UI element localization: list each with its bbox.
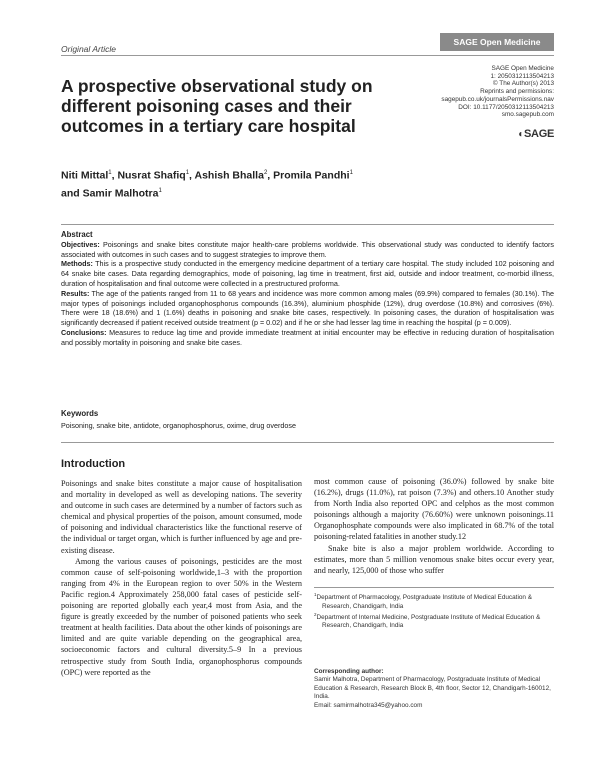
sage-logo-icon: ◐ <box>518 129 525 140</box>
body-paragraph: most common cause of poisoning (36.0%) followed by snake bite (16.2%), drugs (11.0%), rat poison (7.3%) and others.10 Another study from North India also reported OPC and celphos as the most common poisonings although a majority (76.60%) were unknown poisonings.11 Organophosphate compounds were also implicated in 68.7% of the total poisoning-related fatalities in another study.12 <box>314 477 554 542</box>
author-name: Ashish Bhalla <box>194 169 264 182</box>
abstract <box>61 230 554 348</box>
author-affiliation-mark: 1 <box>108 170 112 176</box>
header-rule <box>61 55 554 56</box>
body-paragraph: Snake bite is also a major problem worldwide. According to estimates, more than 5 million venomous snake bites occur every year, and nearly, 125,000 of those who suffer <box>314 543 554 575</box>
body-column-left <box>61 478 302 678</box>
affiliation-item: $^2$Department of Internal Medicine, Postgraduate Institute of Medical Education & Research, Chandigarh, India <box>314 611 541 630</box>
affiliation-item: $^1$Department of Pharmacology, Postgraduate Institute of Medical Education & Research, Chandigarh, India <box>314 592 533 610</box>
meta-line[interactable]: smo.sagepub.com <box>501 111 554 119</box>
corresponding-email[interactable]: Email: samirmalhotra345@yahoo.com <box>314 701 423 709</box>
author-affiliation-mark: 1 <box>349 170 353 176</box>
sage-logo-text: SAGE <box>524 128 554 140</box>
body-paragraph: Among the various causes of poisonings, pesticides are the most common cause of self-poisoning worldwide,1–3 with the proportion ranging from 4% in the European region to over 50% in the Western Pacific region.4 Approximately 258,000 fatal cases of pesticide self-poisoning are reported globally each year,4 most from Asia, and the figure is greatly exceeded by the number of poisoned patients who seek treatment at health facilities. Data about the other kinds of poisonings are limited and are quite variable depending on the geographical area, socioeconomic factors and cultural diversity.5–9 In a previous retrospective study from South India, organophosphorus compounds (OPC) were reported as the <box>61 556 302 677</box>
corresponding-address: Samir Malhotra, Department of Pharmacology, Postgraduate Institute of Medical Education & Research, Research Block B, 4th floor, Sector 12, Chandigarh-160012, India. <box>314 676 551 701</box>
author-affiliation-mark: 1 <box>158 187 162 194</box>
abstract-results: Results: The age of the patients ranged from 11 to 68 years and incidence was more common among males (69.9%) compared to females (30.1%). The major types of poisonings included organophosphorus compounds (16.3%), aluminium phosphide (12%), drug overdose (10.8%) and corrosives (6%). There were 18 (18.6%) and 1 (1.6%) deaths in poisoning and snake bite cases, respectively. In poisoning cases, the duration of hospitalisation was significantly decreased if patient received outside treatment (p = 0.02) and if he or she had lesser lag time in reaching the hospital (p = 0.009). <box>61 288 554 328</box>
journal-badge: SAGE Open Medicine <box>440 33 554 51</box>
corresponding-heading: Corresponding author: <box>314 668 384 675</box>
meta-line: Reprints and permissions: <box>480 88 554 96</box>
article-title: A prospective observational study on different poisoning cases and their outcomes in a tertiary care hospital <box>61 76 373 136</box>
abstract-conclusions: Conclusions: Measures to reduce lag time and provide immediate treatment at initial encounter may be effective in reducing duration of hospitalisation and possibly mortality in poisoning and snake bite cases. <box>61 327 554 347</box>
author-name: Samir Malhotra <box>82 187 159 199</box>
article-type-label: Original Article <box>61 44 116 54</box>
meta-line: 1: 2050312113504213 <box>490 72 554 80</box>
meta-line: SAGE Open Medicine <box>491 65 554 72</box>
abstract-heading: Abstract <box>61 230 93 239</box>
abstract-objectives: Objectives: Poisonings and snake bites constitute major health-care problems worldwide. This observational study was conducted to identify factors associated with outcomes in such cases and to suggest strategies to improve them. <box>61 239 554 259</box>
keywords-rule <box>61 442 554 443</box>
author-name: Niti Mittal <box>61 169 109 182</box>
author-list: Niti Mittal$^1$, Nusrat Shafiq$^1$, Ashish Bhalla$^2$, Promila Pandhi$^1$ and Samir Malhotra$^1$ <box>61 169 353 199</box>
publication-meta <box>410 65 554 119</box>
author-affiliation-mark: 2 <box>263 170 268 176</box>
abstract-methods: Methods: This is a prospective study conducted in the emergency medicine department of a tertiary care hospital. The study included 102 poisoning and 64 snake bite cases. Data regarding demographics, mode of poisoning, lag time in treatment, first aid, outside and indoor treatment, co-morbid illness, duration of hospitalisation and final outcome were collected in a prestructured proforma. <box>61 259 554 288</box>
body-column-right <box>314 476 554 576</box>
author-name: Promila Pandhi <box>273 169 350 182</box>
keywords-list: Poisoning, snake bite, antidote, organophosphorus, oxime, drug overdose <box>61 421 296 430</box>
affiliations <box>314 591 554 631</box>
meta-line: © The Author(s) 2013 <box>492 80 554 88</box>
corresponding-author <box>314 668 554 710</box>
keywords-heading: Keywords <box>61 409 99 418</box>
author-name: Nusrat Shafiq <box>117 169 186 182</box>
footnote-rule <box>314 587 554 588</box>
introduction-heading: Introduction <box>61 458 126 470</box>
body-paragraph: Poisonings and snake bites constitute a major cause of hospitalisation and mortality in developed as well as developing nations. The severity and outcome in such cases are determined by a number of factors such as chemical and physical properties of the poison, amount consumed, mode of poisoning and individual characteristics like the functional reserve of the individual or target organ, which is further influenced by age and pre-existing disease. <box>61 479 302 555</box>
abstract-rule <box>61 224 554 225</box>
sage-logo <box>518 128 554 140</box>
author-affiliation-mark: 1 <box>185 170 190 176</box>
meta-line: DOI: 10.1177/2050312113504213 <box>458 103 554 111</box>
meta-line[interactable]: sagepub.co.uk/journalsPermissions.nav <box>441 95 554 103</box>
